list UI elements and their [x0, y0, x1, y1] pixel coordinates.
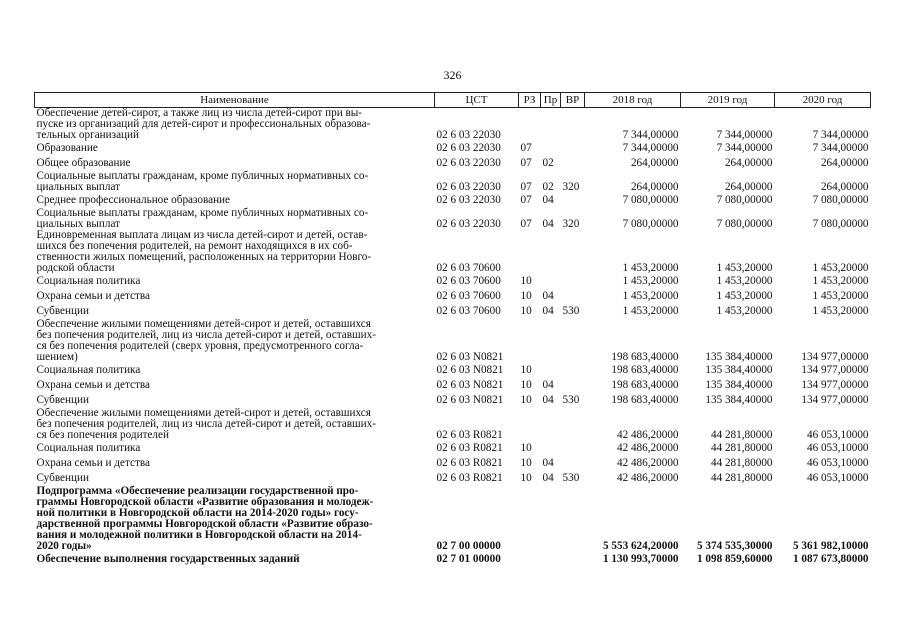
row-pr: 04 [542, 218, 554, 230]
row-cst: 02 6 03 22030 [436, 142, 501, 154]
row-2020: 7 344,00000 [812, 129, 869, 141]
row-name [35, 274, 435, 289]
row-cst: 02 6 03 N0821 [436, 379, 504, 391]
row-vr [561, 141, 585, 156]
table-row [35, 171, 871, 193]
row-name [35, 471, 435, 486]
row-vr [561, 319, 585, 363]
row-name-line: граммы Новгородской области «Развитие образования и молодеж- [36, 496, 374, 508]
row-vr [561, 408, 585, 441]
row-cst: 02 6 03 70600 [436, 275, 501, 287]
table-row [35, 141, 871, 156]
row-2019: 135 384,40000 [705, 379, 773, 391]
table-row [35, 441, 871, 456]
row-name-line: Охрана семьи и детства [36, 379, 150, 391]
row-name-line: Субвенции [36, 394, 89, 406]
row-rz: 07 [520, 194, 532, 206]
row-2019: 1 098 859,60000 [696, 553, 773, 565]
row-name-line: ной политики в Новгородской области на 2014-2020 годы» госу- [36, 507, 359, 519]
table-row [35, 304, 871, 319]
row-name-line: Единовременная выплата лицам из числа детей-сирот и детей, остав- [36, 229, 368, 241]
row-2018: 42 486,20000 [616, 429, 679, 441]
row-2018: 5 553 624,20000 [602, 540, 679, 552]
row-rz [519, 408, 541, 441]
row-name-line: Образование [36, 142, 98, 154]
row-name [35, 108, 435, 142]
row-cst: 02 6 03 22030 [436, 218, 501, 230]
budget-table [34, 92, 871, 567]
row-name-line: вания и молодежной политики в Новгородской области на 2014- [36, 529, 362, 541]
row-pr [541, 274, 561, 289]
row-2020: 1 453,20000 [812, 275, 869, 287]
row-name-line: циальных выплат [36, 181, 121, 193]
table-row [35, 486, 871, 552]
row-cst: 02 6 03 R0821 [436, 442, 503, 454]
row-pr [541, 230, 561, 274]
row-cst: 02 6 03 R0821 [436, 429, 503, 441]
row-2020: 134 977,00000 [801, 379, 869, 391]
row-rz: 07 [520, 218, 532, 230]
row-vr [561, 441, 585, 456]
row-vr: 320 [562, 218, 580, 230]
row-2020: 264,00000 [820, 157, 869, 169]
row-2020: 7 080,00000 [812, 194, 869, 206]
row-name [35, 408, 435, 441]
row-name-line: ся без попечения родителей [36, 429, 169, 441]
row-name [35, 208, 435, 230]
row-name-line: Субвенции [36, 472, 89, 484]
row-name [35, 156, 435, 171]
row-name [35, 456, 435, 471]
row-name-line: ся без попечения родителей (сверх уровня, предусмотренного согла- [36, 340, 364, 352]
col-rz-header: РЗ [519, 93, 541, 108]
row-cst: 02 6 03 22030 [436, 157, 501, 169]
row-vr: 530 [562, 472, 580, 484]
col-2018-header: 2018 год [585, 93, 681, 108]
row-2019: 1 453,20000 [716, 290, 773, 302]
row-2019: 264,00000 [724, 157, 773, 169]
row-2020: 46 053,10000 [806, 442, 869, 454]
row-pr [541, 141, 561, 156]
row-rz [519, 486, 541, 552]
row-name [35, 552, 435, 567]
row-vr [561, 193, 585, 208]
row-pr [541, 486, 561, 552]
row-2020: 134 977,00000 [801, 394, 869, 406]
row-rz [519, 108, 541, 142]
row-rz: 10 [520, 442, 532, 454]
row-pr: 04 [542, 379, 554, 391]
row-2019: 264,00000 [724, 181, 773, 193]
row-name [35, 193, 435, 208]
row-name-line: Охрана семьи и детства [36, 457, 150, 469]
row-2018: 1 130 993,70000 [602, 553, 679, 565]
row-cst: 02 6 03 22030 [436, 181, 501, 193]
row-2019: 44 281,80000 [710, 442, 773, 454]
row-vr [561, 378, 585, 393]
row-rz: 10 [520, 472, 532, 484]
table-body [35, 108, 871, 568]
row-pr [541, 552, 561, 567]
row-name-line: Социальная политика [36, 442, 141, 454]
table-row [35, 552, 871, 567]
table-row [35, 456, 871, 471]
row-vr: 530 [562, 394, 580, 406]
row-pr: 04 [542, 457, 554, 469]
row-cst: 02 6 03 R0821 [436, 472, 503, 484]
row-2018: 198 683,40000 [611, 394, 679, 406]
row-vr [561, 156, 585, 171]
row-rz: 10 [520, 275, 532, 287]
row-2018: 7 080,00000 [622, 194, 679, 206]
row-name [35, 304, 435, 319]
row-name-line: 2020 годы» [36, 540, 92, 552]
row-2020: 5 361 982,10000 [792, 540, 869, 552]
row-rz [519, 552, 541, 567]
table-row [35, 208, 871, 230]
row-cst: 02 6 03 R0821 [436, 457, 503, 469]
row-2019: 135 384,40000 [705, 394, 773, 406]
col-name-header: Наименование [35, 93, 435, 108]
row-name-line: тельных организаций [36, 129, 139, 141]
table-row [35, 319, 871, 363]
row-2018: 42 486,20000 [616, 457, 679, 469]
row-rz: 07 [520, 181, 532, 193]
row-cst: 02 7 00 00000 [436, 540, 501, 552]
row-2020: 7 080,00000 [812, 218, 869, 230]
row-name [35, 230, 435, 274]
col-2019-header: 2019 год [681, 93, 775, 108]
row-name-line: дарственной программы Новгородской области «Развитие образо- [36, 518, 373, 530]
row-2018: 1 453,20000 [622, 290, 679, 302]
row-cst: 02 6 03 70600 [436, 262, 501, 274]
table-row [35, 193, 871, 208]
row-name-line: Среднее профессиональное образование [36, 194, 231, 206]
row-name-line: Социальные выплаты гражданам, кроме публичных нормативных со- [36, 170, 369, 182]
row-cst: 02 6 03 N0821 [436, 364, 504, 376]
row-2020: 1 453,20000 [812, 290, 869, 302]
row-name-line: Общее образование [36, 157, 131, 169]
row-2018: 1 453,20000 [622, 262, 679, 274]
row-vr [561, 486, 585, 552]
row-name-line: Социальная политика [36, 275, 141, 287]
row-name-line: Обеспечение жилыми помещениями детей-сирот и детей, оставшихся [36, 407, 371, 419]
row-2018: 7 344,00000 [622, 129, 679, 141]
row-name [35, 441, 435, 456]
row-cst: 02 6 03 N0821 [436, 351, 504, 363]
row-pr: 02 [542, 181, 554, 193]
row-2020: 7 344,00000 [812, 142, 869, 154]
row-2018: 7 080,00000 [622, 218, 679, 230]
row-pr [541, 408, 561, 441]
row-2019: 5 374 535,30000 [696, 540, 773, 552]
row-2018: 198 683,40000 [611, 364, 679, 376]
row-2018: 198 683,40000 [611, 351, 679, 363]
row-name-line: без попечения родителей, лиц из числа детей-сирот и детей, оставших- [36, 418, 376, 430]
table-row [35, 156, 871, 171]
row-vr [561, 274, 585, 289]
row-name [35, 141, 435, 156]
row-name-line: Обеспечение выполнения государственных заданий [36, 553, 300, 565]
row-2019: 1 453,20000 [716, 275, 773, 287]
row-rz: 10 [520, 379, 532, 391]
col-2020-header: 2020 год [775, 93, 871, 108]
row-pr [541, 319, 561, 363]
row-2019: 1 453,20000 [716, 305, 773, 317]
row-2019: 1 453,20000 [716, 262, 773, 274]
row-pr: 04 [542, 194, 554, 206]
row-name [35, 289, 435, 304]
row-pr: 04 [542, 305, 554, 317]
row-2020: 264,00000 [820, 181, 869, 193]
row-rz [519, 230, 541, 274]
row-name [35, 393, 435, 408]
row-2018: 264,00000 [630, 181, 679, 193]
row-rz: 10 [520, 290, 532, 302]
row-2018: 198 683,40000 [611, 379, 679, 391]
row-cst: 02 6 03 22030 [436, 129, 501, 141]
row-2020: 1 453,20000 [812, 262, 869, 274]
row-vr [561, 108, 585, 142]
row-2020: 46 053,10000 [806, 429, 869, 441]
row-cst: 02 6 03 70600 [436, 290, 501, 302]
row-name [35, 378, 435, 393]
row-2019: 135 384,40000 [705, 364, 773, 376]
row-vr [561, 552, 585, 567]
row-2020: 46 053,10000 [806, 457, 869, 469]
table-row [35, 230, 871, 274]
row-pr: 04 [542, 394, 554, 406]
table-row [35, 378, 871, 393]
row-name-line: шихся без попечения родителей, на ремонт находящихся в их соб- [36, 240, 353, 252]
row-pr [541, 441, 561, 456]
col-vr-header: ВР [561, 93, 585, 108]
row-name [35, 486, 435, 552]
row-vr: 530 [562, 305, 580, 317]
row-name-line: Социальные выплаты гражданам, кроме публичных нормативных со- [36, 207, 369, 219]
row-rz: 10 [520, 457, 532, 469]
row-name-line: шением) [36, 351, 78, 363]
row-rz: 07 [520, 157, 532, 169]
row-name-line: пуске из организаций для детей-сирот и профессиональных образова- [36, 118, 371, 130]
row-2020: 1 087 673,80000 [792, 553, 869, 565]
row-rz: 10 [520, 364, 532, 376]
row-2020: 1 453,20000 [812, 305, 869, 317]
col-pr-header: Пр [541, 93, 561, 108]
row-2018: 42 486,20000 [616, 442, 679, 454]
row-name [35, 363, 435, 378]
row-name-line: циальных выплат [36, 218, 121, 230]
row-2019: 44 281,80000 [710, 429, 773, 441]
row-2020: 134 977,00000 [801, 364, 869, 376]
row-name [35, 171, 435, 193]
row-vr [561, 289, 585, 304]
row-2018: 264,00000 [630, 157, 679, 169]
table-row [35, 471, 871, 486]
table-header [35, 93, 871, 108]
row-pr: 04 [542, 472, 554, 484]
row-cst: 02 6 03 N0821 [436, 394, 504, 406]
row-name-line: Обеспечение детей-сирот, а также лиц из числа детей-сирот при вы- [36, 107, 363, 119]
row-rz: 10 [520, 394, 532, 406]
row-2019: 7 080,00000 [716, 194, 773, 206]
row-name-line: Социальная политика [36, 364, 141, 376]
table-row [35, 108, 871, 142]
row-rz: 10 [520, 305, 532, 317]
row-name-line: ственности жилых помещений, расположенных на территории Новго- [36, 251, 372, 263]
row-cst: 02 6 03 70600 [436, 305, 501, 317]
row-cst: 02 6 03 22030 [436, 194, 501, 206]
row-pr: 02 [542, 157, 554, 169]
row-rz [519, 319, 541, 363]
row-vr [561, 230, 585, 274]
row-2018: 7 344,00000 [622, 142, 679, 154]
row-2019: 7 080,00000 [716, 218, 773, 230]
table-row [35, 274, 871, 289]
row-name-line: Охрана семьи и детства [36, 290, 150, 302]
row-2018: 1 453,20000 [622, 305, 679, 317]
table-row [35, 289, 871, 304]
row-pr [541, 363, 561, 378]
row-cst: 02 7 01 00000 [436, 553, 501, 565]
row-vr: 320 [562, 181, 580, 193]
row-2018: 42 486,20000 [616, 472, 679, 484]
row-vr [561, 363, 585, 378]
row-pr: 04 [542, 290, 554, 302]
row-name-line: родской области [36, 262, 115, 274]
table-row [35, 393, 871, 408]
row-name-line: Подпрограмма «Обеспечение реализации государственной про- [36, 485, 359, 497]
page-number: 326 [443, 68, 462, 82]
row-2019: 135 384,40000 [705, 351, 773, 363]
row-rz: 07 [520, 142, 532, 154]
table-row [35, 408, 871, 441]
row-2019: 7 344,00000 [716, 129, 773, 141]
col-cst-header: ЦСТ [435, 93, 519, 108]
row-2020: 134 977,00000 [801, 351, 869, 363]
row-name-line: Обеспечение жилыми помещениями детей-сирот и детей, оставшихся [36, 318, 371, 330]
row-2019: 44 281,80000 [710, 457, 773, 469]
row-name-line: без попечения родителей, лиц из числа детей-сирот и детей, оставших- [36, 329, 376, 341]
row-2018: 1 453,20000 [622, 275, 679, 287]
row-vr [561, 456, 585, 471]
row-2019: 7 344,00000 [716, 142, 773, 154]
row-name [35, 319, 435, 363]
row-2019: 44 281,80000 [710, 472, 773, 484]
row-name-line: Субвенции [36, 305, 89, 317]
table-row [35, 363, 871, 378]
row-pr [541, 108, 561, 142]
row-2020: 46 053,10000 [806, 472, 869, 484]
